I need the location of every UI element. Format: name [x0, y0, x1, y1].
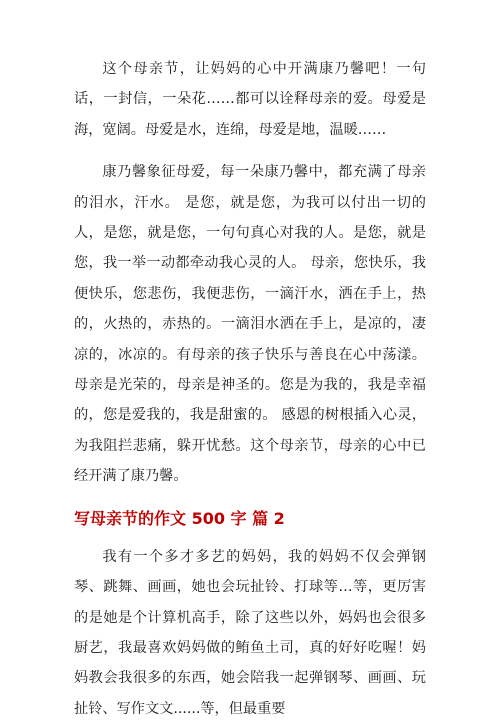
document-page — [74, 54, 426, 724]
paragraph-intro: 这个母亲节，让妈妈的心中开满康乃馨吧！一句话，一封信，一朵花……都可以诠释母亲的爱。母爱是海，宽阔。母爱是水，连绵，母爱是地，温暖…… — [74, 61, 426, 138]
paragraph-talented-mother: 我有一个多才多艺的妈妈，我的妈妈不仅会弹钢琴、跳舞、画画，她也会玩扯铃、打球等…等，更厉害的是她是个计算机高手，除了这些以外，妈妈也会很多厨艺，我最喜欢妈妈做的鲔鱼土司，真的好好吃喔！妈妈教会我很多的东西，她会陪我一起弹钢琴、画画、玩扯铃、写作文文......等，但最重要 — [74, 548, 426, 717]
paragraph-carnation: 康乃馨象征母爱，每一朵康乃馨中，都充满了母亲的泪水，汗水。 是您，就是您，为我可以付出一切的人，是您，就是您，一句句真心对我的人。是您，就是您，我一举一动都牵动我心灵的人。 母亲，您快乐，我便快乐，您悲伤，我便悲伤，一滴汗水，洒在手上，热的，火热的，赤热的。一滴泪水洒在手上，是凉的，凄凉的，冰凉的。有母亲的孩子快乐与善良在心中荡漾。母亲是光荣的，母亲是神圣的。您是为我的，我是幸福的，您是爱我的，我是甜蜜的。 感恩的树根插入心灵，为我阻拦悲痛，躲开忧愁。这个母亲节，母亲的心中已经开满了康乃馨。 — [74, 164, 426, 485]
section-heading: 写母亲节的作文 500 字 篇 2 — [74, 508, 285, 528]
